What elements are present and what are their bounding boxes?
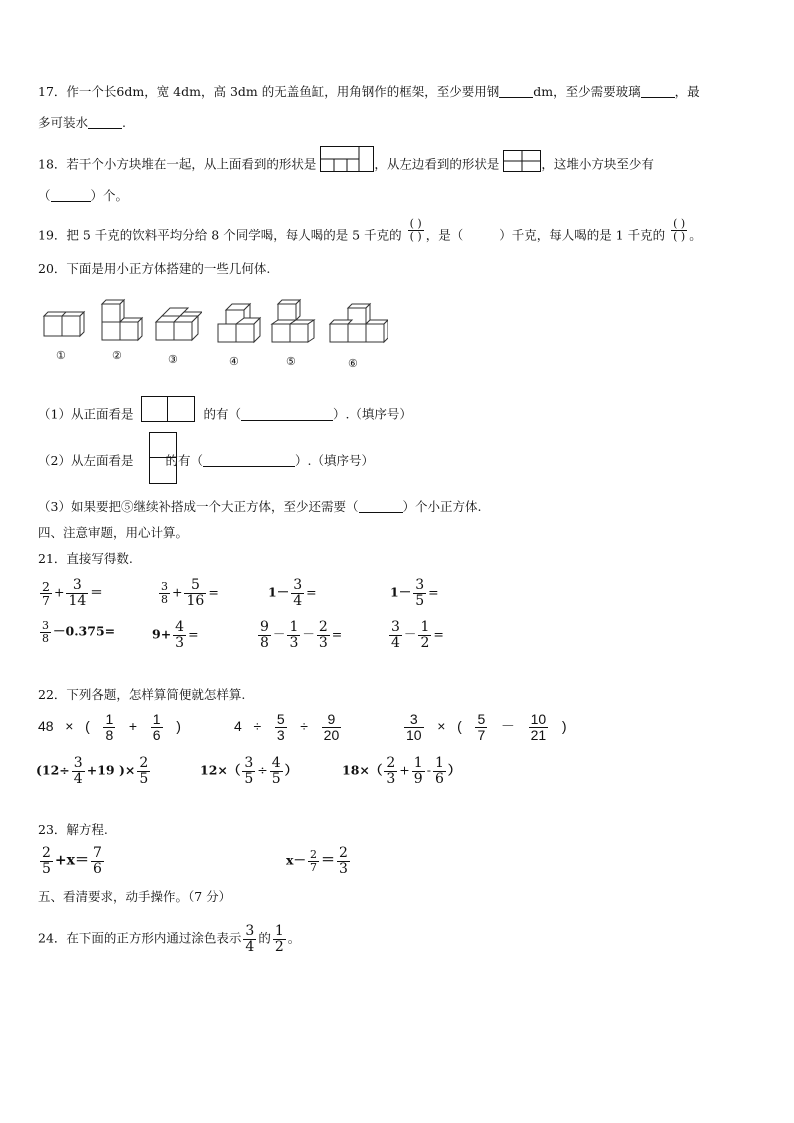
q20-sub3-text-c: ）个小正方体. — [402, 499, 482, 514]
q22-expr-1a — [38, 712, 181, 742]
frac — [412, 756, 425, 786]
frac — [529, 712, 549, 742]
eq: = — [208, 584, 219, 600]
num: 3 — [404, 712, 424, 728]
q20-sub1-text-c: ）.（填序号） — [332, 406, 412, 422]
num: 3 — [293, 577, 303, 593]
q23-equation-2 — [286, 846, 352, 876]
front-view-cell-1 — [142, 397, 168, 421]
frac — [103, 712, 115, 742]
figure-3-label: ③ — [168, 353, 178, 366]
q20-sub1-blank[interactable] — [241, 408, 333, 421]
den: 6 — [152, 726, 161, 743]
den: 14 — [68, 592, 87, 609]
frac — [159, 581, 170, 605]
den: 20 — [323, 726, 340, 743]
q22-expr-1b — [234, 712, 343, 742]
num: 9 — [260, 619, 269, 635]
q19-frac1-num: ( ) — [409, 217, 422, 230]
q18-text-1: 18．若干个小方块堆在一起，从上面看到的形状是 — [38, 156, 317, 172]
q19-text-2: ，是（ — [425, 227, 464, 243]
op: + — [53, 584, 65, 600]
frac — [72, 756, 85, 786]
q20-sub3-blank[interactable] — [359, 500, 403, 513]
num: 4 — [175, 619, 185, 635]
num: 9 — [322, 712, 342, 728]
op: － — [500, 717, 515, 734]
q22-expr-2a — [36, 756, 152, 786]
paren: ） — [447, 762, 461, 778]
num: 2 — [309, 848, 317, 862]
q18-text-4: （ — [38, 188, 51, 203]
num: 10 — [530, 711, 547, 727]
frac — [40, 846, 53, 876]
figure-4-label: ④ — [229, 355, 239, 368]
figure-2-label: ② — [112, 349, 122, 362]
q20-sub3 — [38, 500, 481, 514]
op: + — [128, 717, 138, 734]
top-view-shape — [320, 146, 374, 172]
q17-text-2: dm，至少需要玻璃 — [533, 84, 641, 99]
q19-frac1-den: ( ) — [409, 229, 422, 243]
num: 2 — [318, 619, 328, 635]
frac — [91, 846, 104, 876]
num: 1 — [152, 711, 161, 727]
frac — [317, 620, 330, 650]
left-view-shape — [503, 150, 541, 172]
frac — [322, 712, 342, 742]
num: 7 — [93, 845, 102, 861]
frac — [418, 620, 431, 650]
lead: x－ — [286, 852, 306, 868]
den: 5 — [271, 770, 281, 787]
num: 3 — [66, 578, 88, 594]
op: － — [272, 626, 286, 642]
q19-frac2-den: ( ) — [673, 229, 686, 243]
q19-fraction-1[interactable] — [408, 218, 424, 242]
num: 2 — [338, 845, 348, 861]
frac — [151, 712, 163, 742]
front-view-cell-2 — [168, 397, 193, 421]
lead: (12÷ — [36, 762, 70, 778]
q17-blank-glass[interactable] — [641, 85, 675, 98]
figure-6-cubes — [326, 300, 388, 347]
num: 2 — [139, 755, 149, 771]
num: 1 — [289, 619, 299, 635]
left-view-grid-icon — [504, 151, 540, 171]
rest: －0.375= — [53, 623, 116, 639]
num: 2 — [386, 755, 396, 771]
den: 5 — [139, 770, 149, 787]
num: 5 — [184, 578, 206, 594]
paren: ( — [85, 717, 90, 734]
q19-frac2-num: ( ) — [673, 217, 686, 230]
q21-expr-2 — [157, 578, 219, 608]
q22-expr-2c — [342, 756, 460, 786]
cube-figure-3-icon — [152, 300, 202, 342]
den: 21 — [530, 726, 547, 743]
figure-4-cubes — [214, 302, 262, 347]
frac — [258, 620, 271, 650]
paren: ( — [457, 717, 462, 734]
num: 5 — [477, 711, 486, 727]
den: 5 — [415, 592, 425, 609]
q20-sub1-text-b: 的有（ — [203, 406, 241, 422]
num: 2 — [42, 845, 51, 861]
paren: ) — [561, 717, 567, 734]
q21-expr-8 — [387, 620, 444, 650]
frac — [433, 756, 446, 786]
den: 3 — [289, 634, 299, 651]
question-22-title: 22．下列各题，怎样算简便就怎样算. — [38, 687, 246, 702]
top-view-grid-icon — [321, 147, 373, 171]
den: 7 — [477, 726, 486, 743]
lead: 1－ — [390, 584, 412, 600]
q20-sub3-circled: ⑤ — [120, 499, 134, 514]
cube-figure-6-icon — [326, 300, 388, 344]
den: 8 — [161, 592, 168, 606]
op: × — [437, 717, 446, 734]
frac — [242, 756, 255, 786]
op: － — [403, 626, 417, 642]
q19-text-3: ）千克，每人喝的是 1 千克的 — [499, 227, 666, 243]
frac — [275, 712, 287, 742]
question-18-line2 — [38, 189, 128, 203]
op: ÷ — [300, 717, 308, 734]
q21-expr-6 — [152, 620, 199, 650]
question-24 — [38, 924, 300, 954]
frac — [137, 756, 150, 786]
cube-figure-1-icon — [40, 296, 88, 340]
op: + — [399, 762, 410, 778]
q20-sub2-blank[interactable] — [203, 454, 295, 467]
frac — [291, 578, 304, 608]
q20-sub3-text-a: （3）如果要把 — [38, 499, 121, 514]
eq: = — [306, 584, 317, 600]
den: 4 — [245, 938, 255, 955]
q19-text-4: 。 — [689, 227, 702, 243]
mid: +x＝ — [54, 852, 89, 869]
den: 3 — [276, 726, 285, 743]
figure-5-label: ⑤ — [286, 355, 296, 368]
q20-sub3-text-b: 继续补搭成一个大正方体，至少还需要（ — [133, 499, 359, 514]
op: × — [65, 717, 74, 734]
den: 3 — [318, 634, 328, 651]
frac — [173, 620, 186, 650]
frac — [66, 578, 88, 608]
den: 6 — [93, 860, 102, 877]
num: 3 — [415, 577, 425, 593]
q23-equation-1 — [38, 846, 106, 876]
front-view-shape — [141, 396, 195, 422]
den: 3 — [338, 860, 348, 877]
question-17 — [38, 85, 700, 99]
q21-expr-3 — [268, 578, 317, 608]
den: 4 — [73, 770, 83, 787]
q24-text-3: 。 — [287, 930, 301, 946]
q20-sub1-text-a: （1）从正面看是 — [38, 406, 134, 422]
q20-sub2-text-b: 的有（ — [165, 453, 203, 468]
frac — [40, 580, 52, 607]
paren: ) — [176, 717, 181, 734]
den: 3 — [386, 770, 396, 787]
frac — [273, 924, 286, 954]
q24-text-2: 的 — [258, 930, 271, 946]
eq: = — [331, 626, 343, 642]
q18-text-2: ，从左边看到的形状是 — [374, 156, 500, 172]
lead: 4 — [234, 717, 242, 734]
den: 16 — [186, 592, 205, 609]
lead: 9+ — [152, 626, 172, 642]
q17-blank-water[interactable] — [88, 116, 122, 129]
section-4-heading: 四、注意审题，用心计算。 — [38, 525, 189, 540]
num: 3 — [245, 923, 255, 939]
q21-expr-5 — [38, 620, 115, 644]
mid: +19 )× — [86, 762, 136, 778]
eq: = — [433, 626, 444, 642]
figure-2-cubes — [98, 296, 146, 345]
den: 6 — [434, 770, 444, 787]
eq: ＝ — [90, 584, 103, 600]
question-17-line2 — [38, 116, 126, 130]
figure-3-cubes — [152, 300, 202, 345]
den: 9 — [413, 770, 423, 787]
q17-text-1: 17．作一个长6dm，宽 4dm，高 3dm 的无盖鱼缸，用角钢作的框架，至少要用钢 — [38, 84, 500, 99]
den: 7 — [42, 592, 50, 608]
den: 2 — [274, 938, 284, 955]
q20-sub2 — [38, 454, 374, 468]
den: 8 — [105, 726, 114, 743]
frac — [184, 578, 206, 608]
cube-figure-5-icon — [268, 298, 320, 344]
den: 4 — [391, 634, 400, 651]
q17-text-3: ，最 — [674, 84, 700, 99]
op: + — [172, 584, 183, 600]
paren: ） — [284, 762, 298, 778]
question-23-title: 23．解方程. — [38, 822, 108, 837]
frac — [389, 620, 402, 650]
q22-expr-2b — [200, 756, 297, 786]
cube-figure-2-icon — [98, 296, 146, 342]
frac — [40, 620, 51, 644]
den: 5 — [244, 770, 254, 787]
op: ÷ — [253, 717, 262, 734]
frac — [337, 846, 350, 876]
num: 3 — [391, 619, 400, 635]
num: 3 — [73, 755, 83, 771]
frac — [243, 924, 256, 954]
q20-sub1 — [38, 402, 412, 428]
q18-text-3: ，这堆小方块至少有 — [541, 156, 654, 172]
frac — [404, 712, 424, 742]
num: 2 — [42, 578, 50, 594]
num: 1 — [274, 923, 284, 939]
frac — [287, 620, 300, 650]
lead: 18×（ — [342, 762, 383, 778]
lead: 48 — [38, 717, 54, 734]
den: 3 — [175, 634, 185, 651]
q19-fraction-2[interactable] — [671, 218, 687, 242]
q20-sub2-text-a: （2）从左面看是 — [38, 453, 134, 468]
figure-1-cubes — [40, 296, 88, 343]
den: 8 — [42, 631, 49, 645]
cube-figure-4-icon — [214, 302, 262, 344]
num: 3 — [244, 755, 254, 771]
op: - — [426, 762, 431, 778]
question-19 — [38, 217, 702, 248]
num: 3 — [161, 580, 168, 594]
num: 3 — [42, 619, 49, 632]
num: 1 — [105, 711, 114, 727]
num: 1 — [420, 619, 430, 635]
op: ÷ — [257, 762, 268, 778]
figure-1-label: ① — [56, 349, 66, 362]
op: － — [302, 626, 315, 642]
section-5-heading: 五、看清要求，动手操作。（7 分） — [38, 889, 232, 904]
q20-sub2-text-c: ）.（填序号） — [294, 453, 374, 468]
q21-expr-4 — [390, 578, 439, 608]
num: 4 — [271, 755, 281, 771]
q17-text-5: . — [122, 115, 126, 130]
q21-expr-7 — [256, 620, 342, 650]
q21-expr-1 — [38, 578, 103, 608]
den: 7 — [309, 860, 317, 874]
frac — [475, 712, 487, 742]
frac — [413, 578, 426, 608]
q17-blank-steel[interactable] — [499, 85, 533, 98]
q18-blank[interactable] — [51, 189, 91, 202]
q19-text-1: 19．把 5 千克的饮料平均分给 8 个同学喝，每人喝的是 5 千克的 — [38, 227, 402, 243]
den: 4 — [293, 592, 303, 609]
frac — [308, 849, 319, 873]
frac — [270, 756, 283, 786]
q17-text-4: 多可装水 — [38, 115, 89, 130]
mid: ＝ — [320, 852, 335, 869]
lead: 12×（ — [200, 762, 241, 778]
figure-6-label: ⑥ — [348, 357, 358, 370]
figure-5-cubes — [268, 298, 320, 347]
frac — [384, 756, 397, 786]
num: 1 — [413, 755, 423, 771]
den: 10 — [406, 726, 422, 743]
den: 8 — [260, 634, 269, 651]
den: 2 — [420, 634, 430, 651]
question-20-title: 20．下面是用小正方体搭建的一些几何体. — [38, 261, 271, 276]
eq: = — [188, 626, 199, 642]
q22-expr-1c — [402, 712, 567, 742]
den: 5 — [42, 860, 51, 877]
question-21-title: 21．直接写得数. — [38, 551, 133, 566]
q24-text-1: 24．在下面的正方形内通过涂色表示 — [38, 930, 242, 946]
q18-text-5: ）个。 — [90, 188, 129, 203]
eq: = — [428, 584, 439, 600]
lead: 1－ — [268, 584, 290, 600]
question-18 — [38, 152, 654, 178]
num: 1 — [434, 755, 444, 771]
num: 5 — [276, 711, 285, 727]
